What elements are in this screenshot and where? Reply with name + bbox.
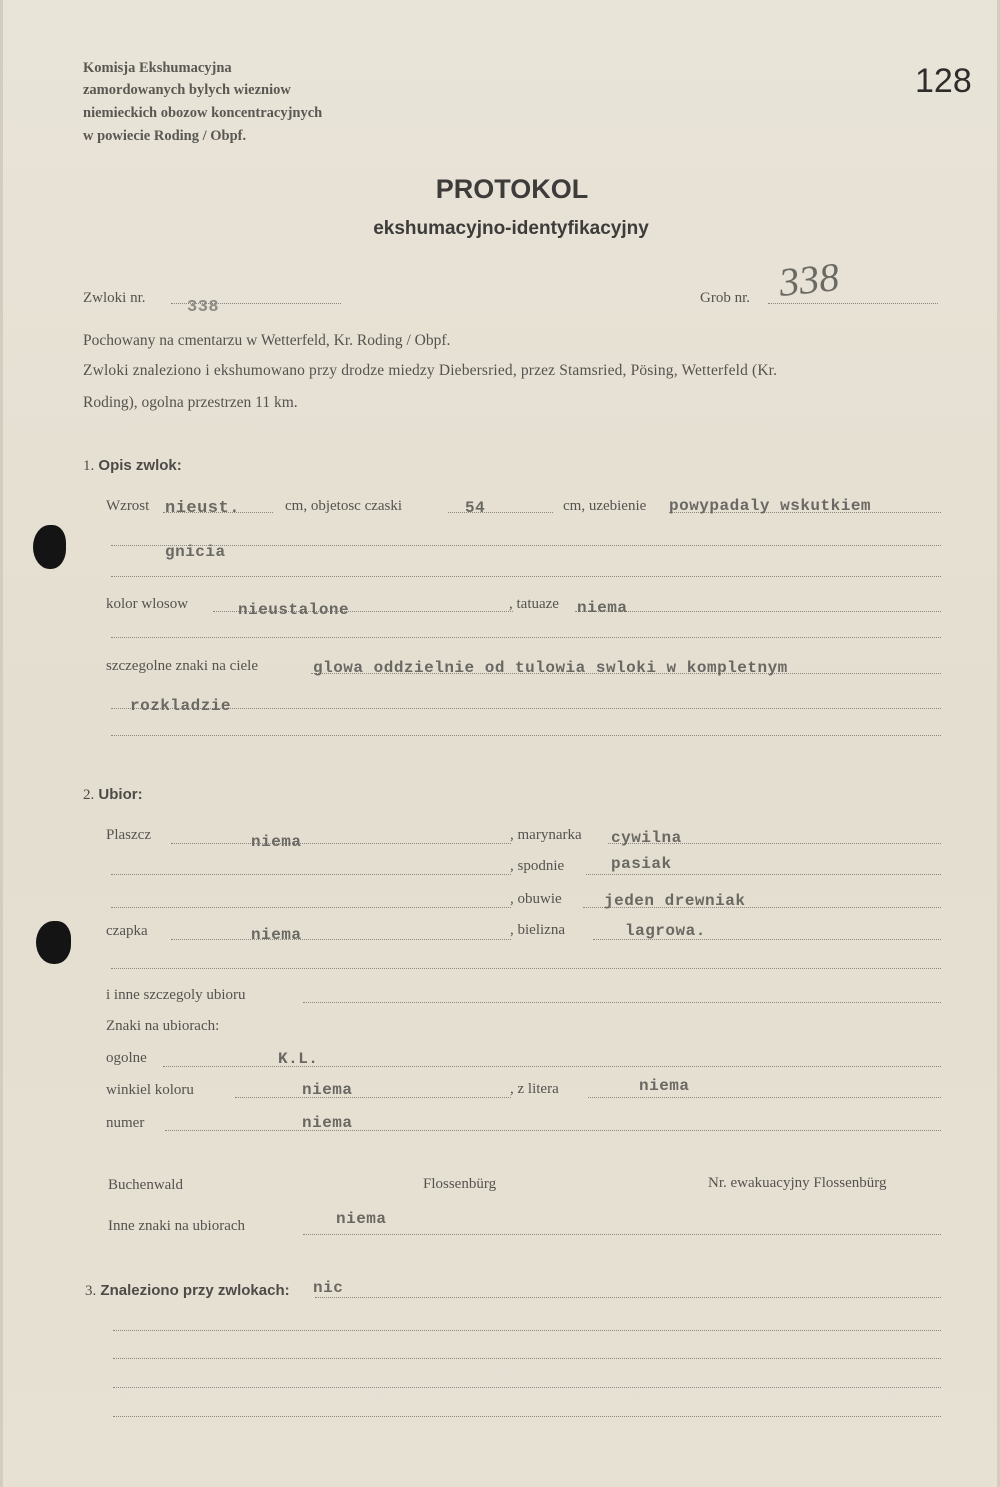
ogolne-value: K.L. [278, 1050, 319, 1068]
plaszcz-dots [171, 843, 511, 844]
section-2-title: Ubior: [98, 786, 143, 803]
obuwie-value: jeden drewniak [604, 892, 746, 910]
section-3-number: 3. [85, 1283, 97, 1299]
numer-dots [165, 1130, 941, 1131]
spodnie-label: , spodnie [510, 858, 565, 874]
section-2-number: 2. [83, 787, 95, 803]
blank-line-1 [111, 576, 941, 577]
document-subtitle: ekshumacyjno-identyfikacyjny [373, 218, 649, 239]
inne-znaki-dots [303, 1234, 941, 1235]
document-title: PROTOKOL [435, 174, 589, 204]
wzrost-value: nieust. [165, 499, 240, 518]
czapka-value: niema [251, 926, 302, 944]
section-3-dots [315, 1297, 941, 1298]
uzebienie-value: powypadaly wskutkiem [669, 497, 872, 515]
bielizna-value: lagrowa. [625, 922, 706, 940]
czaszka-value: 54 [465, 499, 486, 517]
winkiel-label: winkiel koloru [106, 1082, 194, 1098]
kolor-wlosow-label: kolor wlosow [106, 596, 189, 612]
spodnie-dots [586, 874, 941, 875]
header-line-1: Komisja Ekshumacyjna [83, 60, 232, 76]
spodnie-left-dots [111, 874, 511, 875]
buchenwald-label: Buchenwald [108, 1177, 183, 1193]
winkiel-dots [235, 1097, 511, 1098]
flossenburg-label: Flossenbürg [423, 1176, 497, 1192]
section-3-value: nic [313, 1279, 344, 1297]
tatuaze-dots [575, 611, 941, 612]
czaszka-dots [448, 512, 553, 513]
zwloki-value: 338 [187, 298, 220, 317]
blank-line-2 [111, 637, 941, 638]
ewakuacyjny-label: Nr. ewakuacyjny Flossenbürg [708, 1175, 887, 1191]
blank-line-8 [113, 1416, 941, 1417]
section-1-number: 1. [83, 458, 95, 474]
tatuaze-label: , tatuaze [509, 596, 559, 612]
header-line-4: w powiecie Roding / Obpf. [83, 128, 247, 144]
uzebienie-value-2: gnicia [165, 543, 226, 561]
zwloki-label: Zwloki nr. [83, 290, 146, 306]
szczegolne-znaki-value: glowa oddzielnie od tulowia swloki w kompletnym [313, 659, 788, 677]
wzrost-label: Wzrost [106, 498, 150, 514]
binder-hole-top [33, 525, 66, 569]
grob-label: Grob nr. [700, 290, 750, 306]
spodnie-value: pasiak [611, 855, 672, 873]
inne-szczegoly-label: i inne szczegoly ubioru [106, 987, 246, 1003]
szczegolne-znaki-value-2: rozkladzie [130, 697, 232, 715]
pochowany-text: Pochowany na cmentarzu w Wetterfeld, Kr. Roding / Obpf. [83, 332, 451, 349]
marynarka-label: , marynarka [510, 827, 582, 843]
header-line-3: niemieckich obozow koncentracyjnych [83, 105, 323, 121]
section-1-title: Opis zwlok: [98, 457, 182, 474]
blank-line-3 [111, 735, 941, 736]
uzebienie-dots-2 [111, 545, 941, 546]
znaki-na-ubiorach-label: Znaki na ubiorach: [106, 1018, 220, 1034]
numer-value: niema [302, 1114, 353, 1132]
blank-line-6 [113, 1358, 941, 1359]
czapka-label: czapka [106, 923, 148, 939]
section-3-heading [85, 1282, 290, 1300]
section-2-heading [83, 786, 143, 804]
plaszcz-value: niema [251, 833, 302, 851]
tatuaze-value: niema [577, 599, 628, 617]
grob-value-handwritten: 338 [776, 253, 842, 306]
inne-szczegoly-dots [303, 1002, 941, 1003]
blank-line-5 [113, 1330, 941, 1331]
plaszcz-label: Plaszcz [106, 827, 151, 843]
znaleziono-line-2: Roding), ogolna przestrzen 11 km. [83, 394, 298, 411]
obuwie-label: , obuwie [510, 891, 562, 907]
page-number: 128 [915, 62, 972, 100]
znaleziono-line-1: Zwloki znaleziono i ekshumowano przy drodze miedzy Diebersried, przez Stamsried, Pösing, Wetterfeld (Kr. [83, 362, 778, 379]
cm-uzebienie-label: cm, uzebienie [563, 498, 647, 514]
z-litera-value: niema [639, 1077, 690, 1095]
numer-label: numer [106, 1115, 145, 1131]
z-litera-dots [588, 1097, 941, 1098]
czapka-dots [171, 939, 511, 940]
binder-hole-bottom [36, 921, 71, 964]
blank-line-7 [113, 1387, 941, 1388]
marynarka-value: cywilna [611, 829, 682, 847]
z-litera-label: , z litera [510, 1081, 559, 1097]
blank-line-4 [111, 968, 941, 969]
header-line-2: zamordowanych bylych wiezniow [83, 82, 291, 98]
section-3-title: Znaleziono przy zwlokach: [100, 1282, 290, 1299]
cm-czaszka-label: cm, objetosc czaski [285, 498, 403, 514]
inne-znaki-value: niema [336, 1210, 387, 1228]
szczegolne-znaki-label: szczegolne znaki na ciele [106, 658, 258, 674]
inne-znaki-label: Inne znaki na ubiorach [108, 1218, 246, 1234]
bielizna-label: , bielizna [510, 922, 565, 938]
obuwie-left-dots [111, 907, 511, 908]
kolor-wlosow-value: nieustalone [238, 601, 350, 619]
section-1-heading [83, 457, 182, 475]
winkiel-value: niema [302, 1081, 353, 1099]
szczegolne-dots-2 [111, 708, 941, 709]
ogolne-label: ogolne [106, 1050, 147, 1066]
